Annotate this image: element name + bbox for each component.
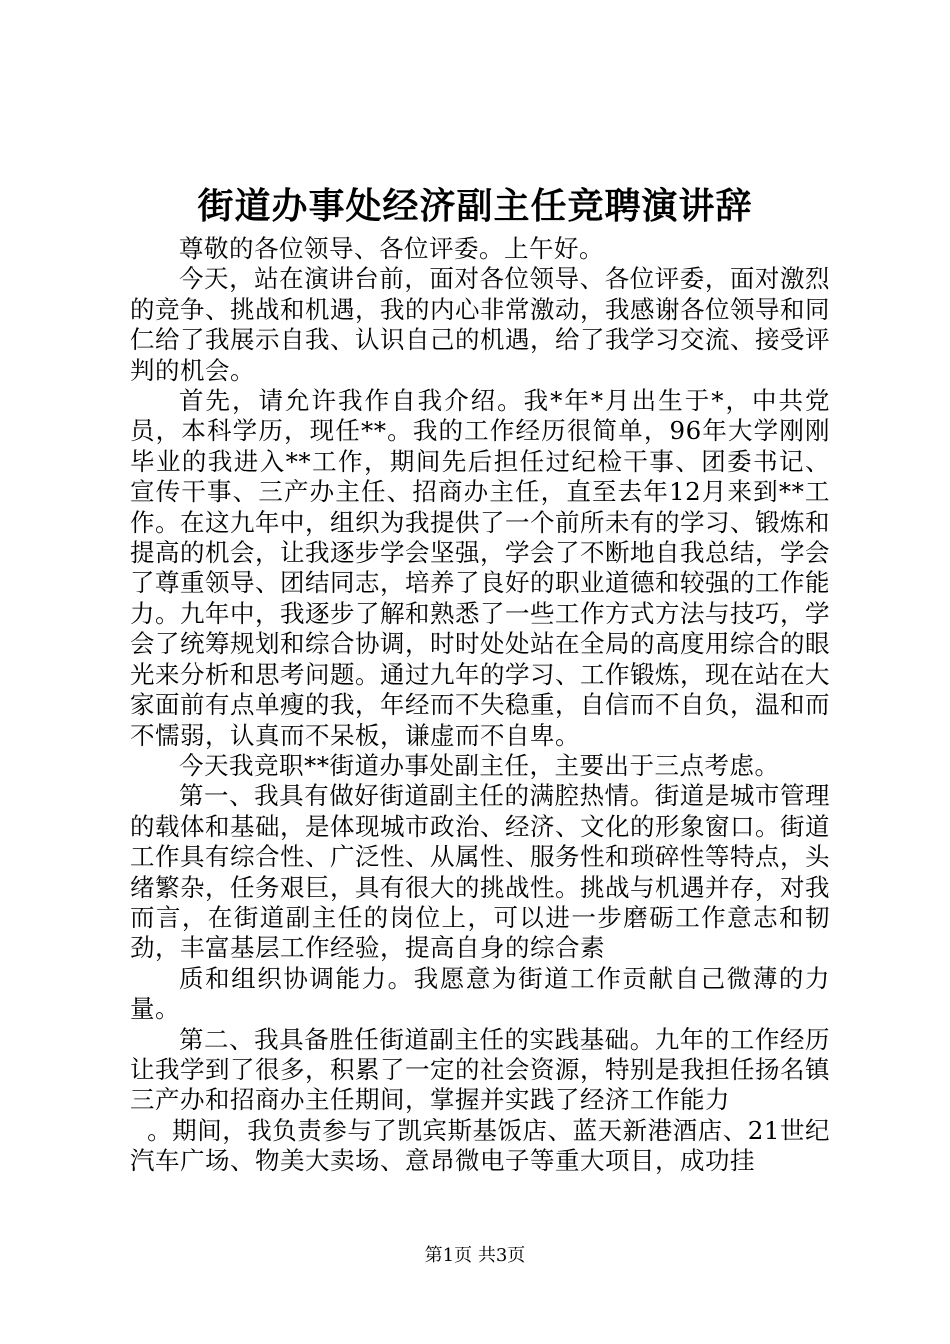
paragraph-second-point-continued: 。期间，我负责参与了凯宾斯基饭店、蓝天新港酒店、21世纪汽车广场、物美大卖场、意昂微电子等重大项目，成功挂 <box>130 1115 830 1176</box>
paragraph-self-introduction: 首先，请允许我作自我介绍。我*年*月出生于*，中共党员，本科学历，现任**。我的工作经历很简单，96年大学刚刚毕业的我进入**工作，期间先后担任过纪检干事、团委书记、宣传干事、三产办主任、招商办主任，直至去年12月来到**工作。在这九年中，组织为我提供了一个前所未有的学习、锻炼和提高的机会，让我逐步学会坚强，学会了不断地自我总结，学会了尊重领导、团结同志，培养了良好的职业道德和较强的工作能力。九年中，我逐步了解和熟悉了一些工作方式方法与技巧，学会了统筹规划和综合协调，时时处处站在全局的高度用综合的眼光来分析和思考问题。通过九年的学习、工作锻炼，现在站在大家面前有点单瘦的我，年经而不失稳重，自信而不自负，温和而不懦弱，认真而不呆板，谦虚而不自卑。 <box>130 386 830 750</box>
document-title: 街道办事处经济副主任竞聘演讲辞 <box>197 185 753 227</box>
document-body <box>130 234 830 1177</box>
paragraph-first-point: 第一、我具有做好街道副主任的满腔热情。街道是城市管理的载体和基础，是体现城市政治、经济、文化的形象窗口。街道工作具有综合性、广泛性、从属性、服务性和琐碎性等特点，头绪繁杂，任务艰巨，具有很大的挑战性。挑战与机遇并存，对我而言，在街道副主任的岗位上，可以进一步磨砺工作意志和韧劲，丰富基层工作经验，提高自身的综合素 <box>130 781 830 963</box>
page-footer: 第1页 共3页 <box>424 1245 526 1266</box>
paragraph-second-point: 第二、我具备胜任街道副主任的实践基础。九年的工作经历让我学到了很多，积累了一定的社会资源，特别是我担任扬名镇三产办和招商办主任期间，掌握并实践了经济工作能力 <box>130 1024 830 1115</box>
paragraph-opening: 今天，站在演讲台前，面对各位领导、各位评委，面对激烈的竞争、挑战和机遇，我的内心非常激动，我感谢各位领导和同仁给了我展示自我、认识自己的机遇，给了我学习交流、接受评判的机会。 <box>130 264 830 385</box>
paragraph-greeting: 尊敬的各位领导、各位评委。上午好。 <box>179 234 604 263</box>
paragraph-first-point-continued: 质和组织协调能力。我愿意为街道工作贡献自己微薄的力量。 <box>130 963 830 1024</box>
paragraph-motivation-intro: 今天我竞职**街道办事处副主任，主要出于三点考虑。 <box>179 750 780 780</box>
